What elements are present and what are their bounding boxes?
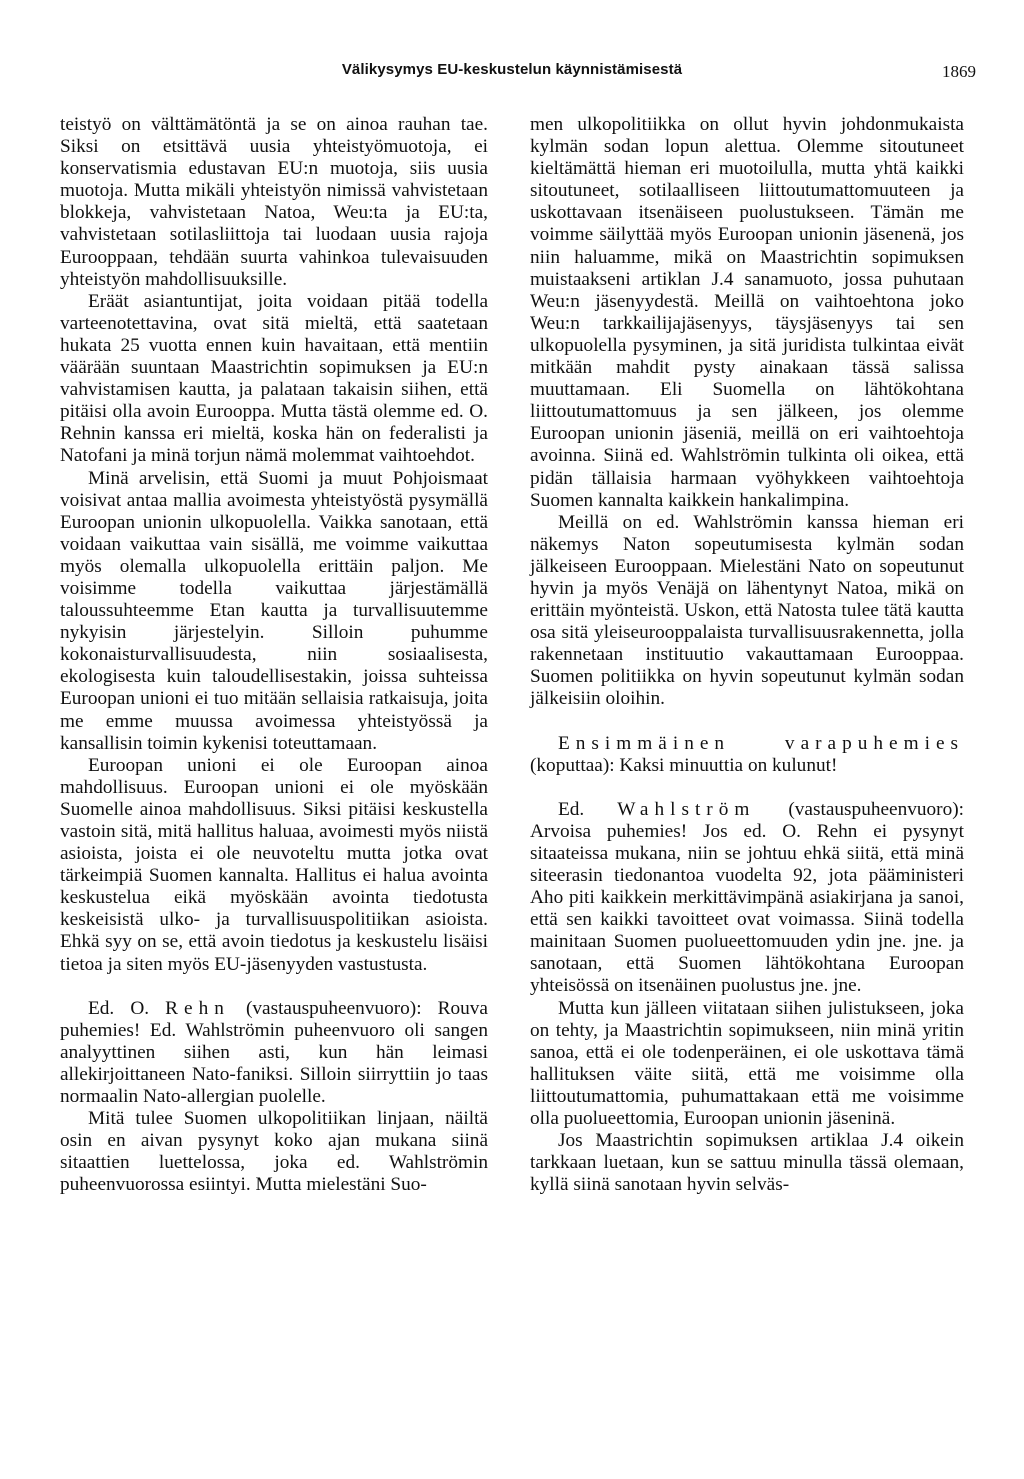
speech-text: (koputtaa): Kaksi minuuttia on kulunut!	[530, 754, 838, 776]
paragraph: Meillä on ed. Wahlströmin kanssa hieman eri näkemys Naton sopeutumisesta kylmän sodan jälkeiseen Eurooppaan. Mielestäni Nato on sopeutunut hyvin ja myös Venäjä on lähentynyt Natoa, mikä on erittäin myönteistä. Uskon, että Natosta tulee tätä kautta osa sitä yleiseurooppalaista turvallisuusrakennetta, jolla rakennetaan instituutio vakauttamaan Eurooppaa. Suomen politiikka on hyvin sopeutunut kylmän sodan jälkeisiin oloihin.	[530, 511, 964, 710]
speaker-paragraph	[60, 998, 488, 1108]
right-column	[530, 114, 964, 1196]
paragraph: teistyö on välttämätöntä ja se on ainoa rauhan tae. Siksi on etsittävä uusia yhteistyömuotoja, ei konservatismia edustavan EU:n muotoja, siis uusia muotoja. Mutta mikäli yhteistyön nimissä vahvistetaan blokkeja, vahvistetaan Natoa, Weu:ta ja EU:ta, vahvistetaan sotilasliittoja tai luodaan uusia rajoja Eurooppaan, tehdään suurta vahinkoa tulevaisuuden yhteistyön mahdollisuuksille.	[60, 114, 488, 290]
paragraph: Mutta kun jälleen viitataan siihen julistukseen, joka on tehty, ja Maastrichtin sopimukseen, niin minä yritin sanoa, että ei ole todenperäinen, ei ole uskottava tämä hallituksen väite siitä, että me voisimme olla liittoutumattomia, puhumattakaan että me voisimme olla puolueettomia, Euroopan unionin jäseninä.	[530, 997, 964, 1130]
speech-text: (vastauspuheenvuoro): Rouva puhemies! Ed. Wahlströmin puheenvuoro oli sangen analyyttinen siihen asti, kun hän leimasi allekirjoittaneen Nato-faniksi. Silloin siirryttiin jo taas normaalin Nato-allergian puolelle.	[60, 997, 488, 1108]
speaker-name: Rehn	[165, 997, 230, 1019]
running-title: Välikysymys EU-keskustelun käynnistämisestä	[341, 61, 683, 78]
speaker-paragraph	[530, 733, 964, 777]
speaker-paragraph	[530, 799, 964, 998]
page-number: 1869	[942, 62, 976, 81]
paragraph: Jos Maastrichtin sopimuksen artiklaa J.4 oikein tarkkaan luetaan, kun se sattuu minulla tässä olemaan, kyllä siinä sanotaan hyvin selväs-	[530, 1130, 964, 1196]
speaker-name: Wahlström	[617, 798, 756, 820]
paragraph: Euroopan unioni ei ole Euroopan ainoa mahdollisuus. Euroopan unioni ei ole myöskään Suomelle ainoa mahdollisuus. Siksi pitäisi keskustella vastoin sitä, mitä hallitus haluaa, avoimesti myös niistä asioista, joista ei ole neuvoteltu mutta jotka ovat tärkeimpiä Suomen kannalta. Hallitus ei halua avointa keskustelua eikä myöskään avointa tiedotusta keskeisistä ulko- ja turvallisuuspolitiikan asioista. Ehkä syy on se, että avoin tiedotus ja keskustelu lisäisi tietoa ja siten myös EU-jäsenyyden vastustusta.	[60, 754, 488, 975]
speaker-prefix: Ed.	[558, 798, 618, 820]
speaker-name: Ensimmäinen varapuhemies	[558, 732, 964, 754]
speech-text: (vastauspuheenvuoro): Arvoisa puhemies! Jos ed. O. Rehn ei pysynyt sitaateissa mukana, niin se johtuu ehkä siitä, että minä siteerasin tiedonantoa vuodelta 92, jota pääministeri Aho piti kaikkein merkittävimpänä asiakirjana ja sanoi, että sen kaikki tavoitteet ovat voimassa. Siinä todella mainitaan Suomen puolueettomuuden ydin jne. jne. ja sanotaan, että Suomen lähtökohtana Euroopan yhteisössä on itsenäinen puolustus jne. jne.	[530, 798, 964, 997]
paragraph: Eräät asiantuntijat, joita voidaan pitää todella varteenotettavina, ovat sitä mieltä, että saatetaan hukata 25 vuotta ennen kuin havaitaan, että mentiin väärään suuntaan Maastrichtin sopimuksen ja EU:n vahvistamisen kautta, ja palataan takaisin siihen, että pitäisi olla avoin Eurooppa. Mutta tästä olemme ed. O. Rehnin kanssa eri mieltä, koska hän on federalisti ja Natofani ja minä torjun nämä molemmat vaihtoehdot.	[60, 290, 488, 467]
left-column	[60, 114, 488, 1197]
paragraph: men ulkopolitiikka on ollut hyvin johdonmukaista kylmän sodan lopun alettua. Olemme sitoutuneet kieltämättä hieman eri muotoilulla, mutta yhtä kaikki sitoutuneet, sotilaalliseen liittoutumattomuuteen ja uskottavaan itsenäiseen puolustukseen. Tämän me voimme säilyttää myös Euroopan unionin jäsenenä, jos niin haluamme, mikä on Maastrichtin sopimuksen muistaakseni artiklan J.4 sanamuoto, jossa puhutaan Weu:n jäsenyydestä. Meillä on vaihtoehtona joko Weu:n tarkkailijajäsenyys, täysjäsenyys tai sen ulkopuolella pysyminen, ja sitä juridista tulkintaa eivät mitkään mahdit pysty ainakaan tässä salissa muuttamaan. Eli Suomella on lähtökohtana liittoutumattomuus ja sen jälkeen, jos olemme Euroopan unionin jäseniä, meillä on eri vaihtoehtoja avoinna. Siinä ed. Wahlströmin tulkinta oli oikea, että pidän tällaisia harmaan vyöhykkeen vaihtoehtoja Suomen kannalta kaikkein hankalimpina.	[530, 114, 964, 511]
paragraph: Minä arvelisin, että Suomi ja muut Pohjoismaat voisivat antaa mallia avoimesta yhteistyöstä pysymällä Euroopan unionin ulkopuolella. Vaikka sanotaan, että voidaan vaikuttaa vain sisällä, me voimme vaikuttaa myös olemalla ulkopuolella erittäin paljon. Me voisimme todella vaikuttaa järjestämällä taloussuhteemme Etan kautta ja turvallisuutemme nykyisin järjestelyin. Silloin puhumme kokonaisturvallisuudesta, niin sosiaalisesta, ekologisesta kuin taloudellisestakin, joissa suhteissa Euroopan unioni ei tuo mitään sellaisia ratkaisuja, joita me emme muussa avoimessa yhteistyössä ja kansallisin toimin kykenisi toteuttamaan.	[60, 467, 488, 754]
speaker-prefix: Ed. O.	[88, 997, 166, 1019]
paragraph: Mitä tulee Suomen ulkopolitiikan linjaan, näiltä osin en aivan pysynyt koko ajan mukana siinä sitaattien luettelossa, joka ed. Wahlströmin puheenvuorossa esiintyi. Mutta mielestäni Suo-	[60, 1108, 488, 1196]
